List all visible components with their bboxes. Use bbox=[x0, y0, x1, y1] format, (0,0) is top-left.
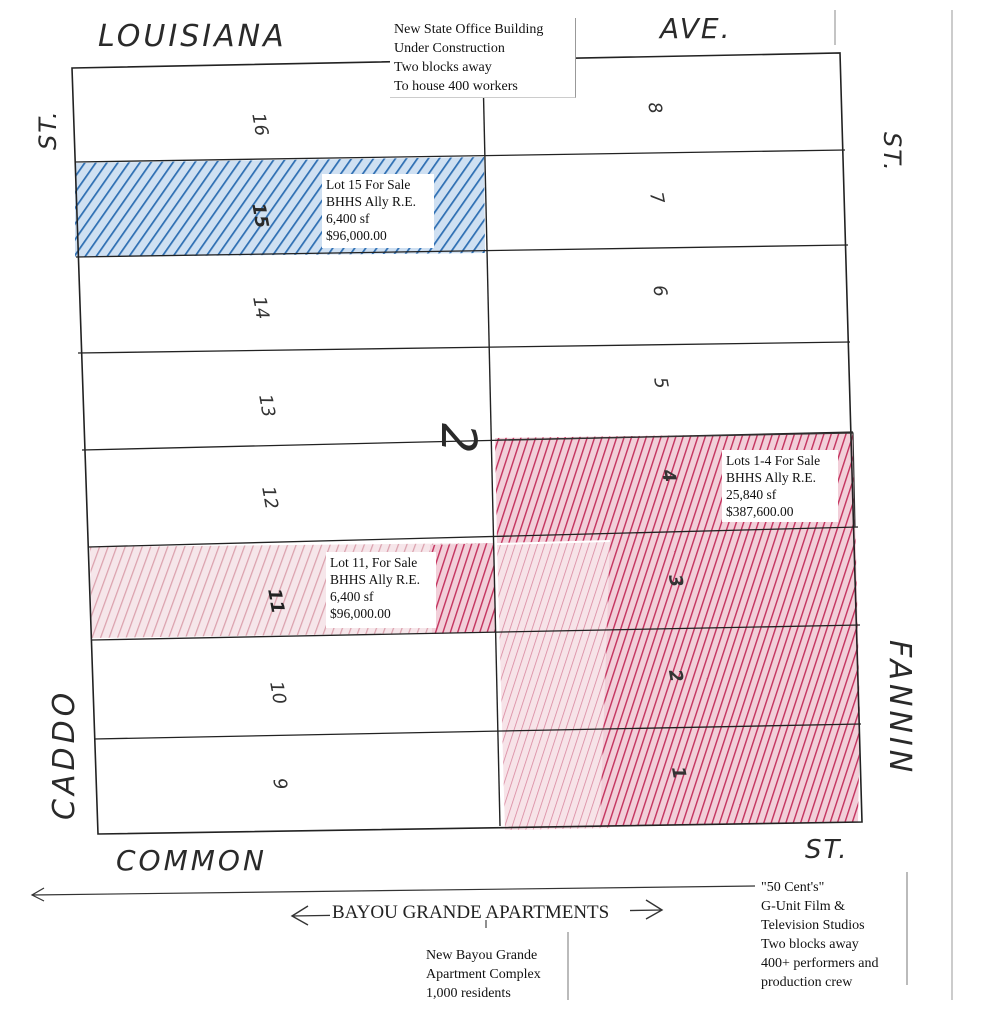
lot-15-size: 6,400 sf bbox=[326, 211, 370, 226]
lot-number-10: 10 bbox=[265, 679, 290, 706]
apartments-line-3: 1,000 residents bbox=[426, 986, 511, 1001]
studios-note bbox=[757, 876, 907, 988]
lot-15-agent: BHHS Ally R.E. bbox=[326, 194, 417, 209]
lot-number-2: 2 bbox=[663, 667, 687, 684]
apartments-note bbox=[422, 944, 568, 1004]
lot-number-15: 15 bbox=[247, 201, 273, 230]
street-fannin: FANNIN bbox=[882, 640, 917, 777]
lots-1-4-light-shading bbox=[497, 542, 610, 830]
lots-1-4-callout bbox=[722, 450, 838, 522]
bayou-grande-label: BAYOU GRANDE APARTMENTS bbox=[332, 902, 610, 923]
studios-line-2: G-Unit Film & bbox=[761, 899, 846, 914]
studios-line-4: Two blocks away bbox=[761, 937, 859, 952]
state-office-line-3: Two blocks away bbox=[394, 60, 492, 75]
street-st-left: ST. bbox=[34, 109, 62, 150]
apartments-line-2: Apartment Complex bbox=[426, 967, 541, 982]
street-louisiana: LOUISIANA bbox=[98, 19, 287, 54]
lot-number-7: 7 bbox=[645, 190, 668, 206]
lot-15-title: Lot 15 For Sale bbox=[326, 177, 411, 192]
lot-11-size: 6,400 sf bbox=[330, 589, 374, 604]
lot-number-12: 12 bbox=[257, 484, 282, 511]
lot-number-1: 1 bbox=[666, 764, 690, 781]
lot-number-14: 14 bbox=[248, 294, 273, 321]
lot-15-price: $96,000.00 bbox=[326, 228, 387, 243]
lot-number-16: 16 bbox=[247, 111, 272, 138]
state-office-line-1: New State Office Building bbox=[394, 22, 544, 37]
lot-number-11: 11 bbox=[263, 586, 289, 616]
street-common: COMMON bbox=[116, 844, 267, 877]
state-office-line-4: To house 400 workers bbox=[394, 79, 518, 94]
lots-1-4-size: 25,840 sf bbox=[726, 487, 777, 502]
state-office-note bbox=[390, 18, 576, 98]
lot-number-8: 8 bbox=[643, 100, 666, 116]
bottom-arrow-line bbox=[32, 886, 755, 895]
lot-number-4: 4 bbox=[656, 467, 680, 484]
lot-11-agent: BHHS Ally R.E. bbox=[330, 572, 421, 587]
studios-line-6: production crew bbox=[761, 975, 853, 990]
street-st-bottom: ST. bbox=[805, 835, 849, 865]
lots-1-4-agent: BHHS Ally R.E. bbox=[726, 470, 817, 485]
lot-11-dark-shading bbox=[430, 543, 496, 634]
lot-number-13: 13 bbox=[254, 392, 279, 419]
street-ave: AVE. bbox=[660, 12, 732, 45]
apartments-line-1: New Bayou Grande bbox=[426, 948, 538, 963]
lot-11-callout bbox=[326, 552, 436, 628]
state-office-line-2: Under Construction bbox=[394, 41, 505, 56]
studios-line-1: "50 Cent's" bbox=[761, 880, 825, 895]
lot-15-callout bbox=[322, 174, 434, 248]
lots-1-4-title: Lots 1-4 For Sale bbox=[726, 453, 821, 468]
lot-number-5: 5 bbox=[649, 375, 672, 391]
lot-number-3: 3 bbox=[663, 572, 687, 589]
lots-1-4-price: $387,600.00 bbox=[726, 504, 794, 519]
lot-number-6: 6 bbox=[648, 283, 671, 299]
studios-line-3: Television Studios bbox=[761, 918, 865, 933]
studios-line-5: 400+ performers and bbox=[761, 956, 879, 971]
block-number: 2 bbox=[430, 423, 486, 454]
lot-11-price: $96,000.00 bbox=[330, 606, 391, 621]
lot-number-9: 9 bbox=[268, 776, 291, 792]
street-caddo: CADDO bbox=[47, 688, 82, 820]
street-st-right: ST. bbox=[878, 132, 906, 173]
lot-11-title: Lot 11, For Sale bbox=[330, 555, 418, 570]
